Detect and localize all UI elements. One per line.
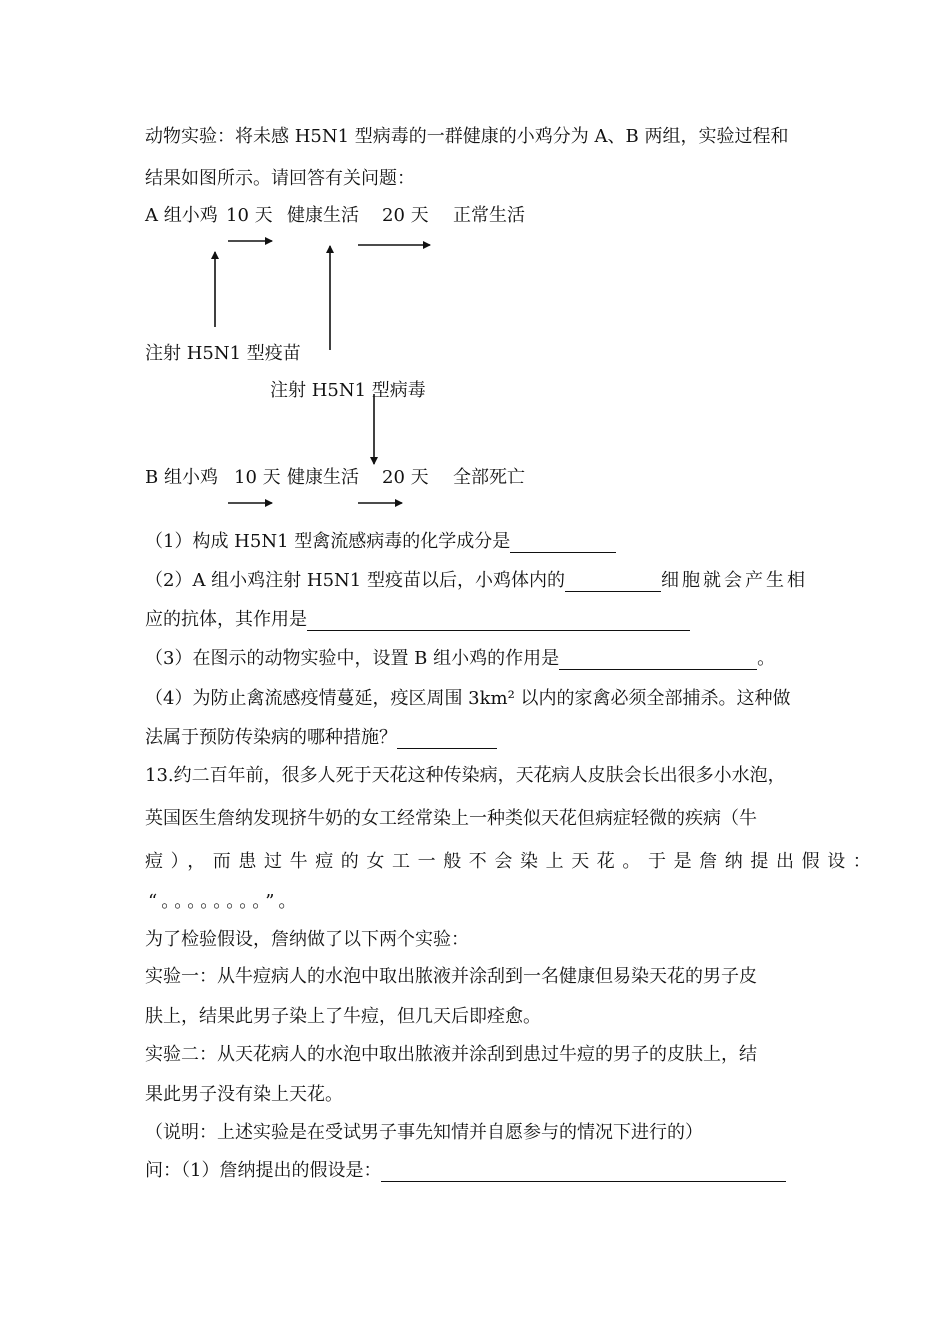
question-4-line-2: 法属于预防传染病的哪种措施？ [145,727,497,749]
q13-note: （说明：上述实验是在受试男子事先知情并自愿参与的情况下进行的） [145,1122,703,1143]
answer-blank-4[interactable] [397,730,497,749]
answer-blank-1[interactable] [510,534,616,553]
answer-blank-13-1[interactable] [381,1163,786,1182]
a-days-20-label: 20 天 [382,205,429,226]
answer-blank-2a[interactable] [565,573,661,592]
virus-label: 注射 H5N1 型病毒 [270,380,426,401]
q13-para-line-1: 13.约二百年前，很多人死于天花这种传染病，天花病人皮肤会长出很多小水泡， [145,765,786,786]
q13-experiment-2-line-1: 实验二：从天花病人的水泡中取出脓液并涂刮到患过牛痘的男子的皮肤上，结 [145,1044,757,1065]
vaccine-label: 注射 H5N1 型疫苗 [145,343,301,364]
b-days-10-label: 10 天 [234,467,281,488]
b-healthy-label: 健康生活 [287,467,359,488]
intro-line-1: 动物实验：将未感 H5N1 型病毒的一群健康的小鸡分为 A、B 两组，实验过程和 [145,126,789,147]
q13-question-1: 问：（1）詹纳提出的假设是： [145,1160,786,1182]
a-healthy-label: 健康生活 [287,205,359,226]
b-result-label: 全部死亡 [453,467,525,488]
a-days-10-label: 10 天 [226,205,273,226]
intro-line-2: 结果如图所示。请回答有关问题： [145,168,415,189]
question-2-line-1: （2）A 组小鸡注射 H5N1 型疫苗以后，小鸡体内的 细胞就会产生相 [145,570,808,591]
q13-para-line-5: 为了检验假设，詹纳做了以下两个实验： [145,929,469,950]
question-4-line-1: （4）为防止禽流感疫情蔓延，疫区周围 3km² 以内的家禽必须全部捕杀。这种做 [145,688,791,709]
answer-blank-3[interactable] [559,651,757,670]
b-group-label: B 组小鸡 [145,467,218,488]
b-days-20-label: 20 天 [382,467,429,488]
a-group-label: A 组小鸡 [145,205,218,226]
question-2-line-2: 应的抗体，其作用是 [145,609,690,631]
q13-experiment-2-line-2: 果此男子没有染上天花。 [145,1084,343,1105]
q13-experiment-1-line-2: 肤上，结果此男子染上了牛痘，但几天后即痊愈。 [145,1006,541,1027]
q13-para-line-3: 痘），而患过牛痘的女工一般不会染上天花。于是詹纳提出假设： [145,851,879,872]
q13-hypothesis-placeholder: “。。。。。。。。”。 [148,891,301,912]
question-1: （1）构成 H5N1 型禽流感病毒的化学成分是 [145,531,616,553]
question-3: （3）在图示的动物实验中，设置 B 组小鸡的作用是 。 [145,648,776,669]
a-result-label: 正常生活 [453,205,525,226]
q13-para-line-2: 英国医生詹纳发现挤牛奶的女工经常染上一种类似天花但病症轻微的疾病（牛 [145,808,757,829]
q13-experiment-1-line-1: 实验一：从牛痘病人的水泡中取出脓液并涂刮到一名健康但易染天花的男子皮 [145,966,757,987]
answer-blank-2b[interactable] [307,612,690,631]
